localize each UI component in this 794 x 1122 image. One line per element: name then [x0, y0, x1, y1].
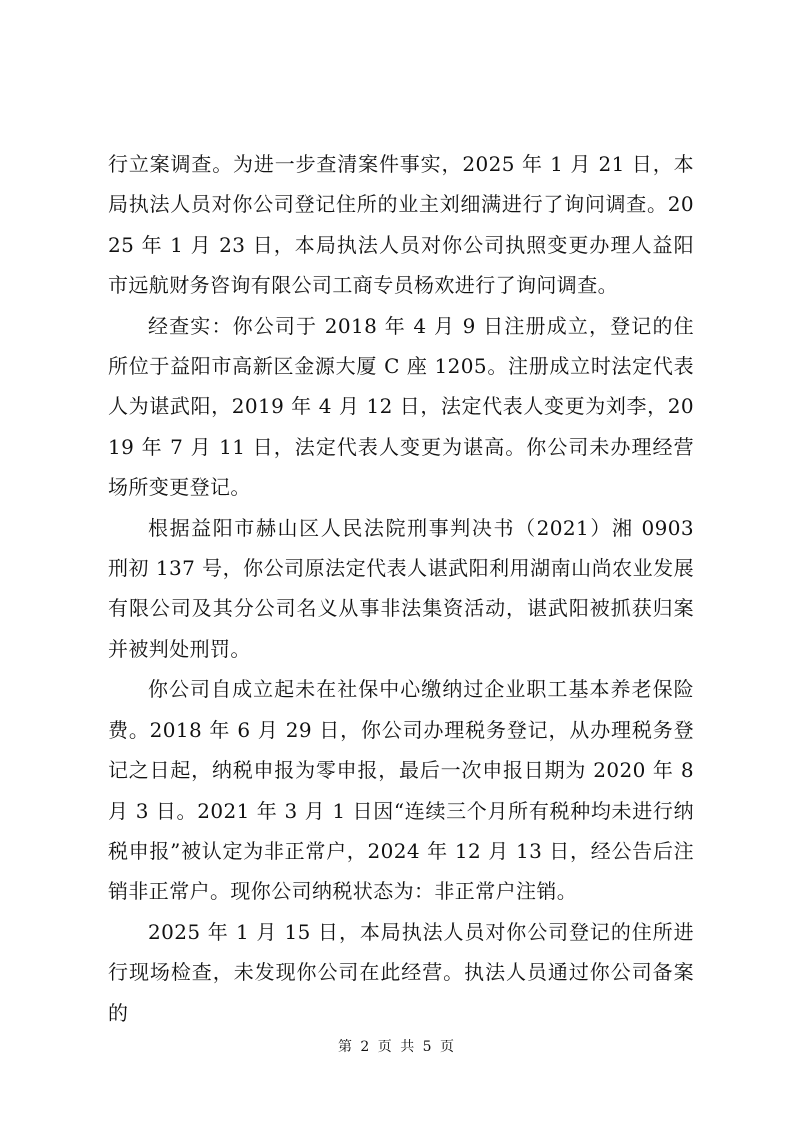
paragraph-findings-registration: 经查实：你公司于 2018 年 4 月 9 日注册成立，登记的住所位于益阳市高新区金源大厦 C 座 1205。注册成立时法定代表人为谌武阳，2019 年 4 月 12 日，法定代表人变更为刘李，2019 年 7 月 11 日，法定代表人变更为谌高。你公司未办理经营场所变更登记。 — [108, 313, 694, 500]
paragraph-case-investigation: 行立案调查。为进一步查清案件事实，2025 年 1 月 21 日，本局执法人员对你公司登记住所的业主刘细满进行了询问调查。2025 年 1 月 23 日，本局执法人员对你公司执照变更办理人益阳市远航财务咨询有限公司工商专员杨欢进行了询问调查。 — [108, 152, 694, 298]
paragraph-court-judgment: 根据益阳市赫山区人民法院刑事判决书（2021）湘 0903 刑初 137 号，你公司原法定代表人谌武阳利用湖南山尚农业发展有限公司及其分公司名义从事非法集资活动，谌武阳被抓获归案并被判处刑罚。 — [108, 515, 694, 661]
paragraph-site-inspection: 2025 年 1 月 15 日，本局执法人员对你公司登记的住所进行现场检查，未发现你公司在此经营。执法人员通过你公司备案的 — [108, 919, 694, 1025]
document-body — [108, 144, 694, 1033]
page-number-footer: 第 2 页 共 5 页 — [337, 1039, 457, 1055]
paragraph-tax-status: 你公司自成立起未在社保中心缴纳过企业职工基本养老保险费。2018 年 6 月 29 日，你公司办理税务登记，从办理税务登记之日起，纳税申报为零申报，最后一次申报日期为 2020 年 8 月 3 日。2021 年 3 月 1 日因“连续三个月所有税种均未进行纳税申报”被认定为非正常户，2024 年 12 月 13 日，经公告后注销非正常户。现你公司纳税状态为：非正常户注销。 — [108, 677, 694, 904]
